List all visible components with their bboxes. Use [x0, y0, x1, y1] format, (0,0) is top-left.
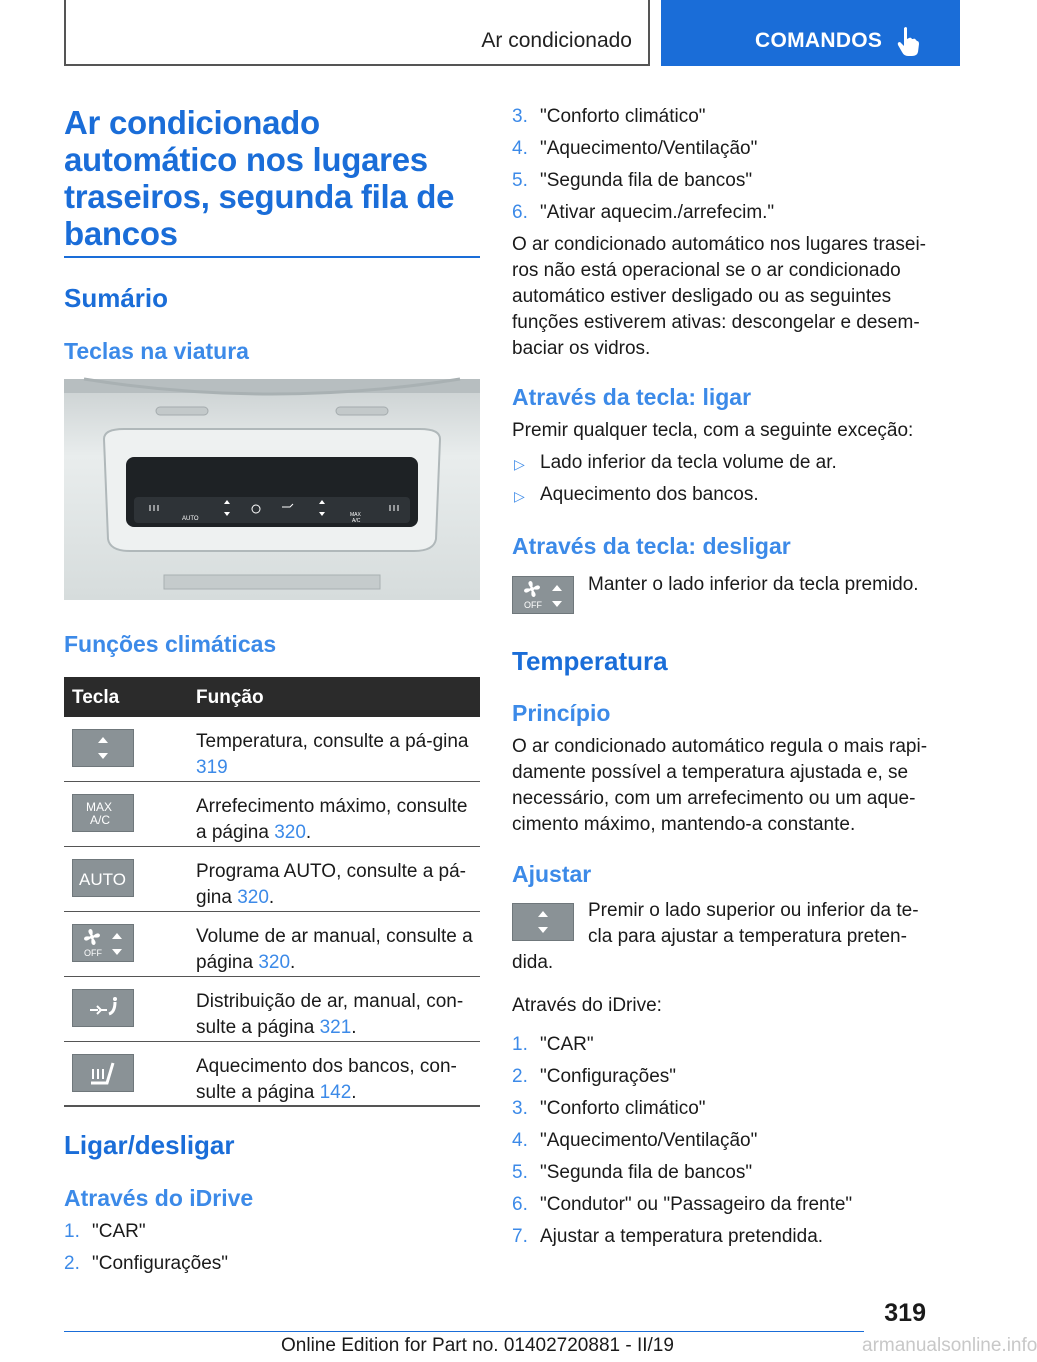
header-chapter-label: COMANDOS	[755, 29, 883, 52]
svg-text:MAX: MAX	[350, 512, 361, 518]
svg-text:OFF: OFF	[84, 948, 102, 958]
summary-heading: Sumário	[64, 283, 169, 313]
triangle-bullet-icon: ▷	[514, 456, 525, 472]
note-paragraph: O ar condicionado automático nos lugares trasei- ros não está operacional se o ar condicionado automático estiver desligado ou as seguintes funções estiverem ativas: descongelar e desem- baciar os vidros.	[512, 234, 927, 359]
rear-climate-panel-photo	[64, 379, 480, 600]
idrive-heading: Através do iDrive	[64, 1185, 254, 1211]
on-text: Premir qualquer tecla, com a seguinte exceção:	[512, 420, 914, 441]
temperature-heading: Temperatura	[512, 646, 668, 676]
air-distribution-icon	[72, 989, 134, 1027]
svg-text:A/C: A/C	[90, 813, 111, 827]
functions-heading: Funções climáticas	[64, 631, 277, 657]
watermark-text: armanualsonline.info	[862, 1335, 1037, 1356]
row-text: Programa AUTO, consulte a pá-gina 320.	[196, 861, 466, 908]
on-heading: Através da tecla: ligar	[512, 384, 752, 410]
temperature-updown-icon	[512, 903, 574, 941]
table-row	[64, 717, 480, 782]
pointing-hand-icon	[897, 26, 919, 56]
page-link[interactable]: 320	[274, 822, 306, 843]
header-section-box	[64, 0, 650, 66]
seat-heating-icon	[72, 1054, 134, 1092]
page-link[interactable]: 320	[258, 952, 291, 973]
keys-heading: Teclas na viatura	[64, 338, 249, 364]
row-text: Volume de ar manual, consulte a página 320.	[196, 926, 473, 973]
page-link[interactable]: 142	[319, 1082, 352, 1103]
page-link[interactable]: 320	[237, 887, 269, 908]
page-link[interactable]: 321	[319, 1017, 352, 1038]
table-row	[64, 1042, 480, 1107]
svg-text:AUTO: AUTO	[182, 516, 199, 522]
col-function-header: Função	[196, 687, 264, 708]
onoff-heading: Ligar/desligar	[64, 1130, 235, 1160]
row-text: Arrefecimento máximo, consulte a página 320.	[196, 796, 468, 843]
table-row	[64, 977, 480, 1042]
off-text: Manter o lado inferior da tecla premido.	[588, 574, 919, 595]
page-title: Ar condicionado automático nos lugares traseiros, segunda fila de bancos	[64, 104, 455, 252]
edition-text: Online Edition for Part no. 01402720881 - II/19	[281, 1335, 674, 1356]
adjust-tail: dida.	[512, 952, 554, 973]
triangle-bullet-icon: ▷	[514, 488, 525, 504]
page-link[interactable]: 319	[196, 757, 228, 778]
table-header	[64, 677, 480, 717]
off-heading: Através da tecla: desligar	[512, 533, 791, 559]
principle-paragraph: O ar condicionado automático regula o mais rapi- damente possível a temperatura ajustada e, se necessário, com um arrefecimento ou um aque- cimento máximo, mantendo-a constante.	[512, 736, 928, 835]
row-text: Aquecimento dos bancos, con-sulte a página 142.	[196, 1056, 457, 1103]
header-chapter-tab[interactable]	[661, 0, 960, 66]
fan-off-icon	[72, 924, 134, 962]
title-divider	[64, 256, 480, 258]
row-text: Distribuição de ar, manual, con-sulte a página 321.	[196, 991, 464, 1038]
table-row	[64, 847, 480, 912]
header-section-title: Ar condicionado	[481, 29, 632, 52]
climate-panel-illustration	[64, 379, 480, 600]
svg-text:OFF: OFF	[524, 600, 542, 610]
page-number: 319	[884, 1299, 926, 1327]
footer-divider	[64, 1331, 864, 1332]
table-row	[64, 912, 480, 977]
adjust-paragraph: Premir o lado superior ou inferior da te- cla para ajustar a temperatura preten-	[588, 900, 919, 947]
col-key-header: Tecla	[72, 687, 120, 708]
via-idrive-text: Através do iDrive:	[512, 995, 662, 1016]
climate-functions-table	[64, 677, 480, 1107]
auto-icon	[72, 859, 134, 897]
row-text: Temperatura, consulte a pá-gina 319	[196, 731, 469, 778]
fan-off-icon	[512, 576, 574, 614]
svg-text:AUTO: AUTO	[79, 870, 126, 889]
adjust-heading: Ajustar	[512, 861, 592, 887]
max-ac-icon	[72, 794, 134, 832]
svg-text:MAX: MAX	[86, 800, 113, 814]
principle-heading: Princípio	[512, 700, 611, 726]
table-row	[64, 782, 480, 847]
svg-text:A/C: A/C	[352, 518, 361, 524]
temperature-updown-icon	[72, 729, 134, 767]
